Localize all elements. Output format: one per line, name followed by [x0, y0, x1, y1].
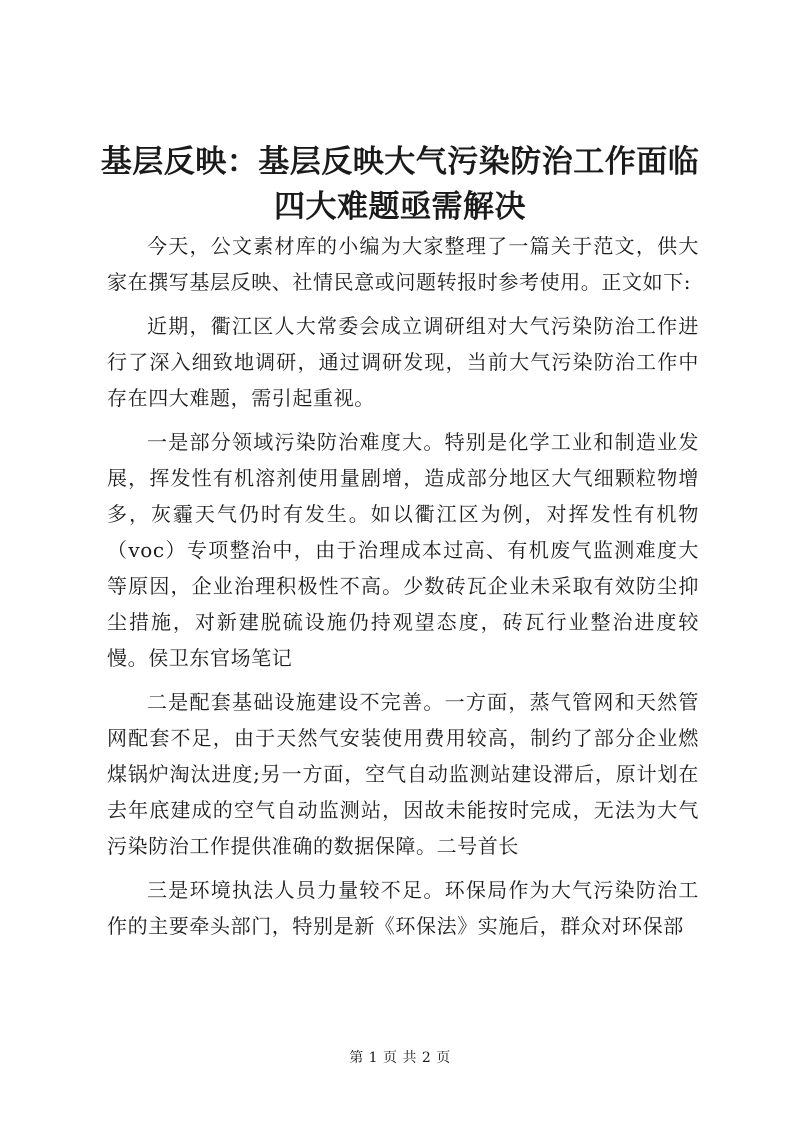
- document-title: 基层反映：基层反映大气污染防治工作面临四大难题亟需解决: [100, 144, 700, 225]
- problem-one-paragraph: 一是部分领域污染防治难度大。特别是化学工业和制造业发展，挥发性有机溶剂使用量剧增，造成部分地区大气细颗粒物增多，灰霾天气仍时有发生。如以衢江区为例，对挥发性有机物（voc）专项整治中，由于治理成本过高、有机废气监测难度大等原因，企业治理积极性不高。少数砖瓦企业未采取有效防尘抑尘措施，对新建脱硫设施仍持观望态度，砖瓦行业整治进度较慢。侯卫东官场笔记: [107, 430, 699, 670]
- page-number-footer: 第 1 页 共 2 页: [349, 1050, 451, 1066]
- intro-paragraph: 今天，公文素材库的小编为大家整理了一篇关于范文，供大家在撰写基层反映、社情民意或问题转报时参考使用。正文如下:: [107, 234, 699, 294]
- problem-two-paragraph: 二是配套基础设施建设不完善。一方面，蒸气管网和天然管网配套不足，由于天然气安装使用费用较高，制约了部分企业燃煤锅炉淘汰进度;另一方面，空气自动监测站建设滞后，原计划在去年底建成的空气自动监测站，因故未能按时完成，无法为大气污染防治工作提供准确的数据保障。二号首长: [107, 690, 699, 858]
- problem-three-paragraph: 三是环境执法人员力量较不足。环保局作为大气污染防治工作的主要牵头部门，特别是新《环保法》实施后，群众对环保部: [107, 878, 699, 938]
- document-body: [107, 228, 699, 952]
- overview-paragraph: 近期，衢江区人大常委会成立调研组对大气污染防治工作进行了深入细致地调研，通过调研发现，当前大气污染防治工作中存在四大难题，需引起重视。: [107, 314, 699, 410]
